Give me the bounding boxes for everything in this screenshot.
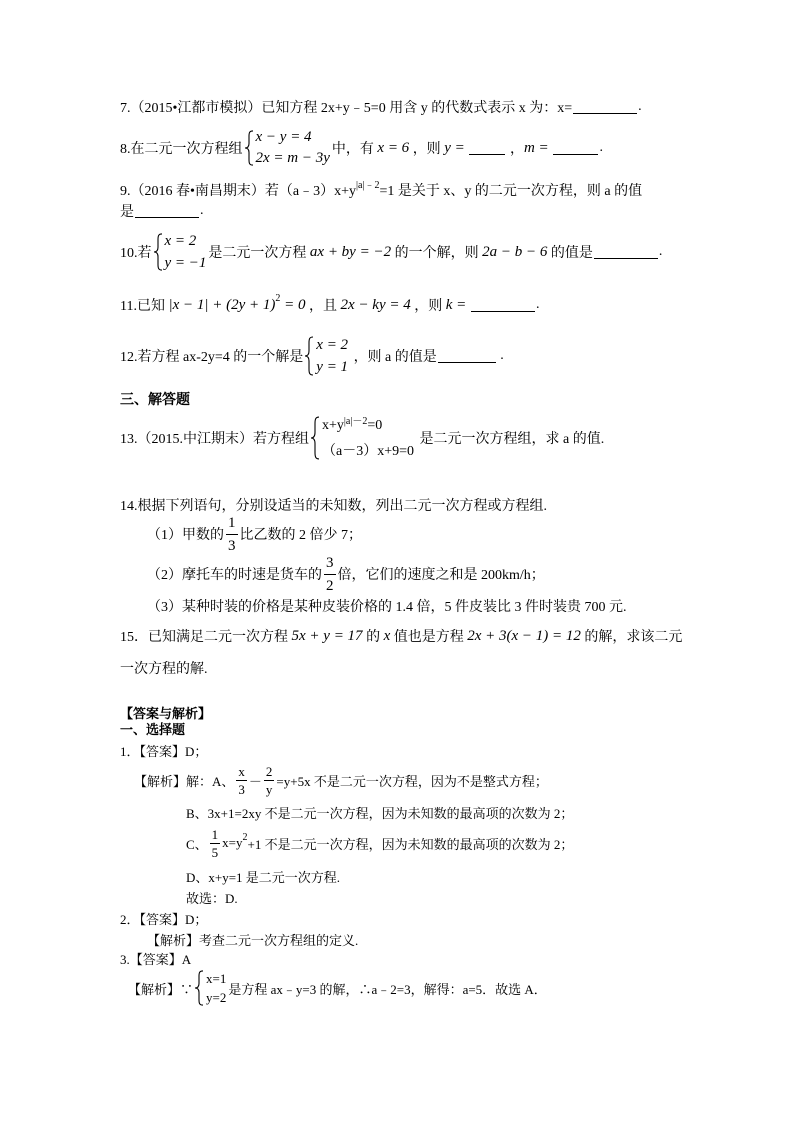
q10-equation-1: x = 2 <box>164 232 197 249</box>
q15-text-3: 值也是方程 <box>390 630 468 645</box>
q11-exponent: 2 <box>275 292 281 304</box>
q12-equation-1: x = 2 <box>316 336 349 353</box>
q11-text-3: ，则 <box>410 299 446 314</box>
answer-1-b-text: B、3x+1=2xy 不是二元一次方程，因为未知数的最高项的次数为 2； <box>186 805 574 821</box>
q8-end: . <box>599 140 603 155</box>
question-10 <box>120 230 662 274</box>
q9-text-2: =1 是关于 x、y 的二元一次方程，则 a 的值 <box>379 184 643 199</box>
brace-stroke <box>305 337 313 375</box>
answer-1-analysis-b <box>186 802 573 822</box>
answer-1-choice <box>186 887 238 907</box>
q8-m-blank <box>553 142 598 155</box>
section-heading-solve <box>120 389 190 409</box>
answer-3-analysis <box>128 968 547 1008</box>
answer-2 <box>120 908 207 928</box>
q8-math-m: m = <box>523 139 553 156</box>
q8-system-rows <box>256 127 330 169</box>
answer-1-a-prefix: 【解析】解：A、 <box>134 773 235 789</box>
answer-3-text: 3.【答案】A <box>120 951 192 967</box>
fraction-one-third <box>226 512 238 557</box>
question-14-part-3 <box>147 596 627 616</box>
q12-system-rows <box>316 334 348 378</box>
answer-1-c-tail: +1 不是二元一次方程，因为未知数的最高项的次数为 2； <box>247 836 574 852</box>
q13-eq1-tail: =0 <box>367 418 383 433</box>
answer-2-text: 2．【答案】D； <box>120 911 208 927</box>
question-11 <box>120 292 540 315</box>
answers-section-choice <box>120 718 185 738</box>
q9-end: . <box>200 203 204 218</box>
q12-equation-2: y = 1 <box>316 358 349 375</box>
q12-answer-blank <box>438 350 496 363</box>
q11-math-3: 2x − ky = 4 <box>340 296 411 313</box>
q15-text-1: 15．已知满足二元一次方程 <box>120 630 292 645</box>
answer-1-analysis-d <box>186 866 340 886</box>
q10-math-expression: 2a − b − 6 <box>482 243 548 260</box>
q7-answer-blank <box>573 101 637 114</box>
q11-math-2: = 0 <box>280 296 306 313</box>
fraction-denominator: 2 <box>326 577 334 594</box>
answer-1-c-mid: x=y <box>222 835 243 850</box>
fraction-numerator: 3 <box>326 554 334 571</box>
q10-answer-blank <box>594 246 658 259</box>
q14-1-text-2: 比乙数的 2 倍少 7； <box>239 528 362 543</box>
answer-3-prefix: 【解析】∵ <box>128 981 194 997</box>
fraction-numerator: 1 <box>228 514 236 531</box>
fraction-2-over-y <box>264 763 275 798</box>
section-3-title: 三、解答题 <box>120 393 190 408</box>
q13-equation-system <box>310 414 414 462</box>
q10-prefix: 10.若 <box>120 246 152 261</box>
q8-equation-2: 2x = m − 3y <box>255 150 330 166</box>
q13-eq1-exponent: |a|－2 <box>343 415 368 427</box>
question-7 <box>120 97 642 117</box>
q7-end: . <box>638 99 642 114</box>
answer-3-solution-system <box>194 969 226 1007</box>
left-brace-icon <box>304 336 314 376</box>
q15-line-2: 一次方程的解. <box>120 662 208 677</box>
q12-prefix: 12.若方程 ax-2y=4 的一个解是 <box>120 350 304 365</box>
q11-answer-blank <box>471 299 535 312</box>
q15-math-2: 2x + 3(x − 1) = 12 <box>467 627 581 644</box>
fraction-denominator: y <box>265 781 273 797</box>
q13-text-1: 是二元一次方程组，求 a 的值. <box>416 432 605 447</box>
answer-2-analysis <box>147 929 358 949</box>
question-12 <box>120 334 504 378</box>
answer-3-system-rows <box>206 969 226 1007</box>
fraction-numerator: 2 <box>265 763 273 779</box>
answer-3-equation-2: y=2 <box>206 989 227 1005</box>
q9-text-1: 9.（2016 春•南昌期末）若（a﹣3）x+y <box>120 184 357 199</box>
question-9 <box>120 180 642 200</box>
answer-1-a-minus: － <box>248 773 262 789</box>
q8-text-3: ， <box>506 142 524 157</box>
fraction-numerator: 1 <box>211 826 219 842</box>
q8-math-y: y = <box>444 139 469 156</box>
question-8 <box>120 127 603 169</box>
question-9-continued <box>120 201 204 221</box>
q11-text-2: ，且 <box>305 299 341 314</box>
q11-math-1: |x − 1| + (2y + 1) <box>168 296 276 313</box>
q8-equation-system <box>244 127 330 169</box>
answer-1-choice-text: 故选：D. <box>186 890 238 906</box>
question-13 <box>120 415 604 461</box>
q7-text: 7.（2015•江都市模拟）已知方程 2x+y﹣5=0 用含 y 的代数式表示 x 为：x= <box>120 101 573 116</box>
brace-stroke <box>195 971 203 1005</box>
q10-text-1: 是二元一次方程 <box>208 246 310 261</box>
q9-answer-blank <box>135 205 199 218</box>
brace-stroke <box>311 417 319 459</box>
q10-equation-2: y = −1 <box>164 254 207 271</box>
q14-2-text-2: 倍，它们的速度之和是 200km/h； <box>337 568 545 583</box>
q10-system-rows <box>165 230 207 274</box>
q8-text-2: ，则 <box>409 142 445 157</box>
q8-y-blank <box>469 142 505 155</box>
q8-text-1: 中，有 <box>331 142 378 157</box>
q12-end: . <box>496 348 504 363</box>
answers-section-1-title: 一、选择题 <box>120 721 186 737</box>
answer-3-tail: 是方程 ax﹣y=3 的解，∴a﹣2=3，解得：a=5．故选 A． <box>228 981 547 997</box>
fraction-denominator: 5 <box>211 844 219 860</box>
q10-solution-system <box>153 230 207 274</box>
q14-stem: 14.根据下列语句，分别设适当的未知数，列出二元一次方程或方程组. <box>120 499 547 514</box>
fraction-numerator: x <box>238 763 245 779</box>
q14-3-text: （3）某种时装的价格是某种皮装价格的 1.4 倍，5 件皮装比 3 件时装贵 700 元. <box>147 600 627 615</box>
answer-1-c-exponent: 2 <box>242 831 248 843</box>
q11-end: . <box>536 297 540 312</box>
q13-equation-2: （a－3）x+9=0 <box>322 444 415 459</box>
q11-text-1: 11.已知 <box>120 299 169 314</box>
q9-exponent: |a|﹣2 <box>356 179 380 191</box>
question-14-part-2 <box>147 551 545 597</box>
q10-math-equation: ax + by = −2 <box>309 243 392 260</box>
left-brace-icon <box>310 416 320 460</box>
answer-1-a-tail: =y+5x 不是二元一次方程，因为不是整式方程； <box>276 773 548 789</box>
brace-stroke <box>245 131 253 165</box>
brace-stroke <box>154 234 162 270</box>
q11-math-k: k = <box>445 296 471 313</box>
fraction-denominator: 3 <box>228 537 236 554</box>
fraction-x-over-3 <box>236 763 247 798</box>
answer-1-d-text: D、x+y=1 是二元一次方程. <box>186 869 341 885</box>
q13-system-rows <box>322 414 414 462</box>
q14-1-text-1: （1）甲数的 <box>147 528 224 543</box>
q13-eq1-base: x+y <box>322 418 344 433</box>
q12-solution-system <box>304 334 348 378</box>
answer-3-equation-1: x=1 <box>206 970 227 986</box>
answer-1-analysis-c <box>186 823 573 863</box>
q14-2-text-1: （2）摩托车的时速是货车的 <box>147 568 322 583</box>
question-15 <box>120 626 682 646</box>
q13-equation-1 <box>322 414 414 438</box>
answer-1 <box>120 740 207 760</box>
fraction-three-halves <box>324 552 336 597</box>
q15-math-x: x <box>383 627 391 644</box>
q10-text-2: 的一个解，则 <box>391 246 483 261</box>
q13-prefix: 13.（2015.中江期末）若方程组 <box>120 432 309 447</box>
q8-math-x: x = 6 <box>377 139 410 156</box>
question-15-continued <box>120 658 208 678</box>
q9-text-3: 是 <box>120 205 134 220</box>
q8-equation-1: x − y = 4 <box>255 129 312 145</box>
fraction-denominator: 3 <box>238 781 245 797</box>
left-brace-icon <box>153 233 163 271</box>
fraction-one-fifth <box>210 826 221 861</box>
left-brace-icon <box>244 130 254 166</box>
answer-3 <box>120 948 191 968</box>
q15-text-2: 的 <box>362 630 384 645</box>
q10-end: . <box>658 244 663 259</box>
answers-heading-text: 【答案与解析】 <box>120 705 212 721</box>
answer-2-analysis-text: 【解析】考查二元一次方程组的定义. <box>147 932 359 948</box>
q10-text-3: 的值是 <box>547 246 593 261</box>
q15-math-1: 5x + y = 17 <box>291 627 363 644</box>
answer-1-c-prefix: C、 <box>186 836 208 852</box>
q15-text-4: 的解，求该二元 <box>580 630 683 645</box>
q12-text-1: ，则 a 的值是 <box>350 350 437 365</box>
q8-prefix: 8.在二元一次方程组 <box>120 142 243 157</box>
left-brace-icon <box>194 970 204 1006</box>
answer-1-text: 1．【答案】D； <box>120 743 208 759</box>
answer-1-analysis-a <box>134 760 548 800</box>
